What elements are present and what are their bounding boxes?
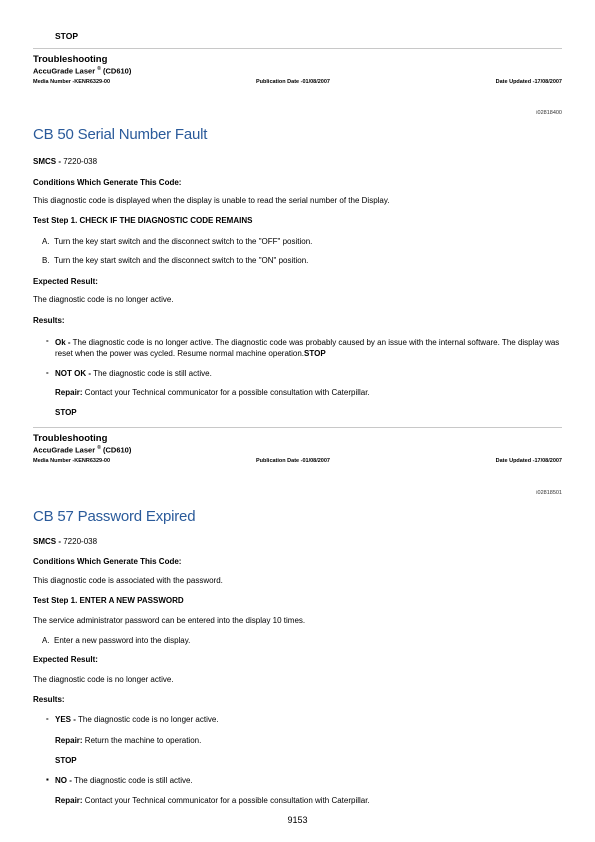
result-text: The diagnostic code is no longer active.	[77, 715, 219, 724]
result-label: NOT OK -	[55, 369, 91, 378]
repair-label: Repair:	[55, 388, 83, 397]
page-number: 9153	[287, 815, 308, 825]
repair	[55, 796, 370, 805]
product-model: (CD610)	[103, 445, 132, 455]
doc-header-title: Troubleshooting	[33, 54, 108, 65]
expected-label: Expected Result:	[33, 655, 98, 664]
expected-text: The diagnostic code is no longer active.	[33, 675, 174, 684]
stop-label: STOP	[304, 349, 326, 358]
conditions-text: This diagnostic code is associated with the password.	[33, 576, 223, 585]
results-label: Results:	[33, 316, 65, 325]
media-number: Media Number -KENR6329-00	[33, 79, 111, 85]
step-letter: B.	[42, 256, 50, 265]
smcs-label: SMCS -	[33, 157, 61, 166]
registered-mark: ®	[97, 66, 101, 72]
step-intro: The service administrator password can be entered into the display 10 times.	[33, 616, 306, 625]
bullet-icon: -	[46, 368, 49, 377]
result-text: The diagnostic code is still active.	[73, 776, 193, 785]
result-text: The diagnostic code is still active.	[93, 369, 212, 378]
step-text: Turn the key start switch and the disconnect switch to the "OFF" position.	[54, 237, 313, 246]
product-model: (CD610)	[103, 66, 132, 76]
repair-label: Repair:	[55, 796, 83, 805]
top-stop: STOP	[55, 31, 78, 41]
conditions-label: Conditions Which Generate This Code:	[33, 557, 182, 566]
stop-label: STOP	[55, 756, 77, 765]
media-number: Media Number -KENR6329-00	[33, 458, 111, 464]
repair-text: Return the machine to operation.	[84, 736, 202, 745]
bullet-icon: ▪	[46, 775, 49, 784]
result-yes	[55, 715, 219, 724]
date-updated: Date Updated -17/08/2007	[495, 79, 562, 85]
repair	[55, 736, 201, 745]
step-text: Turn the key start switch and the disconnect switch to the "ON" position.	[54, 256, 309, 265]
page-title: CB 50 Serial Number Fault	[33, 126, 208, 143]
result-text: The diagnostic code is no longer active. The diagnostic code was probably caused by an issue with the internal software. The display was reset when the power was cycled. Resume normal machine operation.	[55, 338, 560, 358]
doc-id: i02818501	[536, 490, 562, 496]
result-not-ok	[55, 369, 212, 378]
result-label: YES -	[55, 715, 76, 724]
publication-date: Publication Date -01/08/2007	[256, 79, 330, 85]
expected-label: Expected Result:	[33, 277, 98, 286]
repair-label: Repair:	[55, 736, 83, 745]
bullet-icon: -	[46, 336, 49, 345]
product-name: AccuGrade Laser	[33, 66, 96, 76]
publication-date: Publication Date -01/08/2007	[256, 458, 330, 464]
result-label: Ok -	[55, 338, 71, 347]
bullet-icon: -	[46, 714, 49, 723]
repair-text: Contact your Technical communicator for a possible consultation with Caterpillar.	[84, 796, 370, 805]
stop-label: STOP	[55, 408, 77, 417]
step-item	[42, 237, 312, 246]
test-step-title: Test Step 1. CHECK IF THE DIAGNOSTIC CODE REMAINS	[33, 216, 253, 225]
step-item	[42, 256, 308, 265]
registered-mark: ®	[97, 445, 101, 451]
smcs-value: 7220-038	[63, 157, 98, 166]
divider	[33, 48, 562, 49]
doc-header-title: Troubleshooting	[33, 433, 108, 444]
product-name: AccuGrade Laser	[33, 445, 96, 455]
step-item	[42, 636, 190, 645]
conditions-label: Conditions Which Generate This Code:	[33, 178, 182, 187]
results-label: Results:	[33, 695, 65, 704]
step-letter: A.	[42, 636, 50, 645]
result-ok	[55, 337, 562, 359]
step-text: Enter a new password into the display.	[54, 636, 191, 645]
repair	[55, 388, 370, 397]
smcs	[33, 157, 97, 166]
step-letter: A.	[42, 237, 50, 246]
page-title: CB 57 Password Expired	[33, 508, 196, 525]
expected-text: The diagnostic code is no longer active.	[33, 295, 174, 304]
doc-id: i02818400	[536, 110, 562, 116]
doc-header-product	[33, 66, 131, 76]
test-step-title: Test Step 1. ENTER A NEW PASSWORD	[33, 596, 184, 605]
smcs-label: SMCS -	[33, 537, 61, 546]
repair-text: Contact your Technical communicator for a possible consultation with Caterpillar.	[84, 388, 370, 397]
doc-header-product	[33, 445, 131, 455]
conditions-text: This diagnostic code is displayed when the display is unable to read the serial number of the Display.	[33, 196, 390, 205]
date-updated: Date Updated -17/08/2007	[495, 458, 562, 464]
result-no	[55, 776, 193, 785]
result-label: NO -	[55, 776, 72, 785]
divider	[33, 427, 562, 428]
smcs-value: 7220-038	[63, 537, 98, 546]
smcs	[33, 537, 97, 546]
